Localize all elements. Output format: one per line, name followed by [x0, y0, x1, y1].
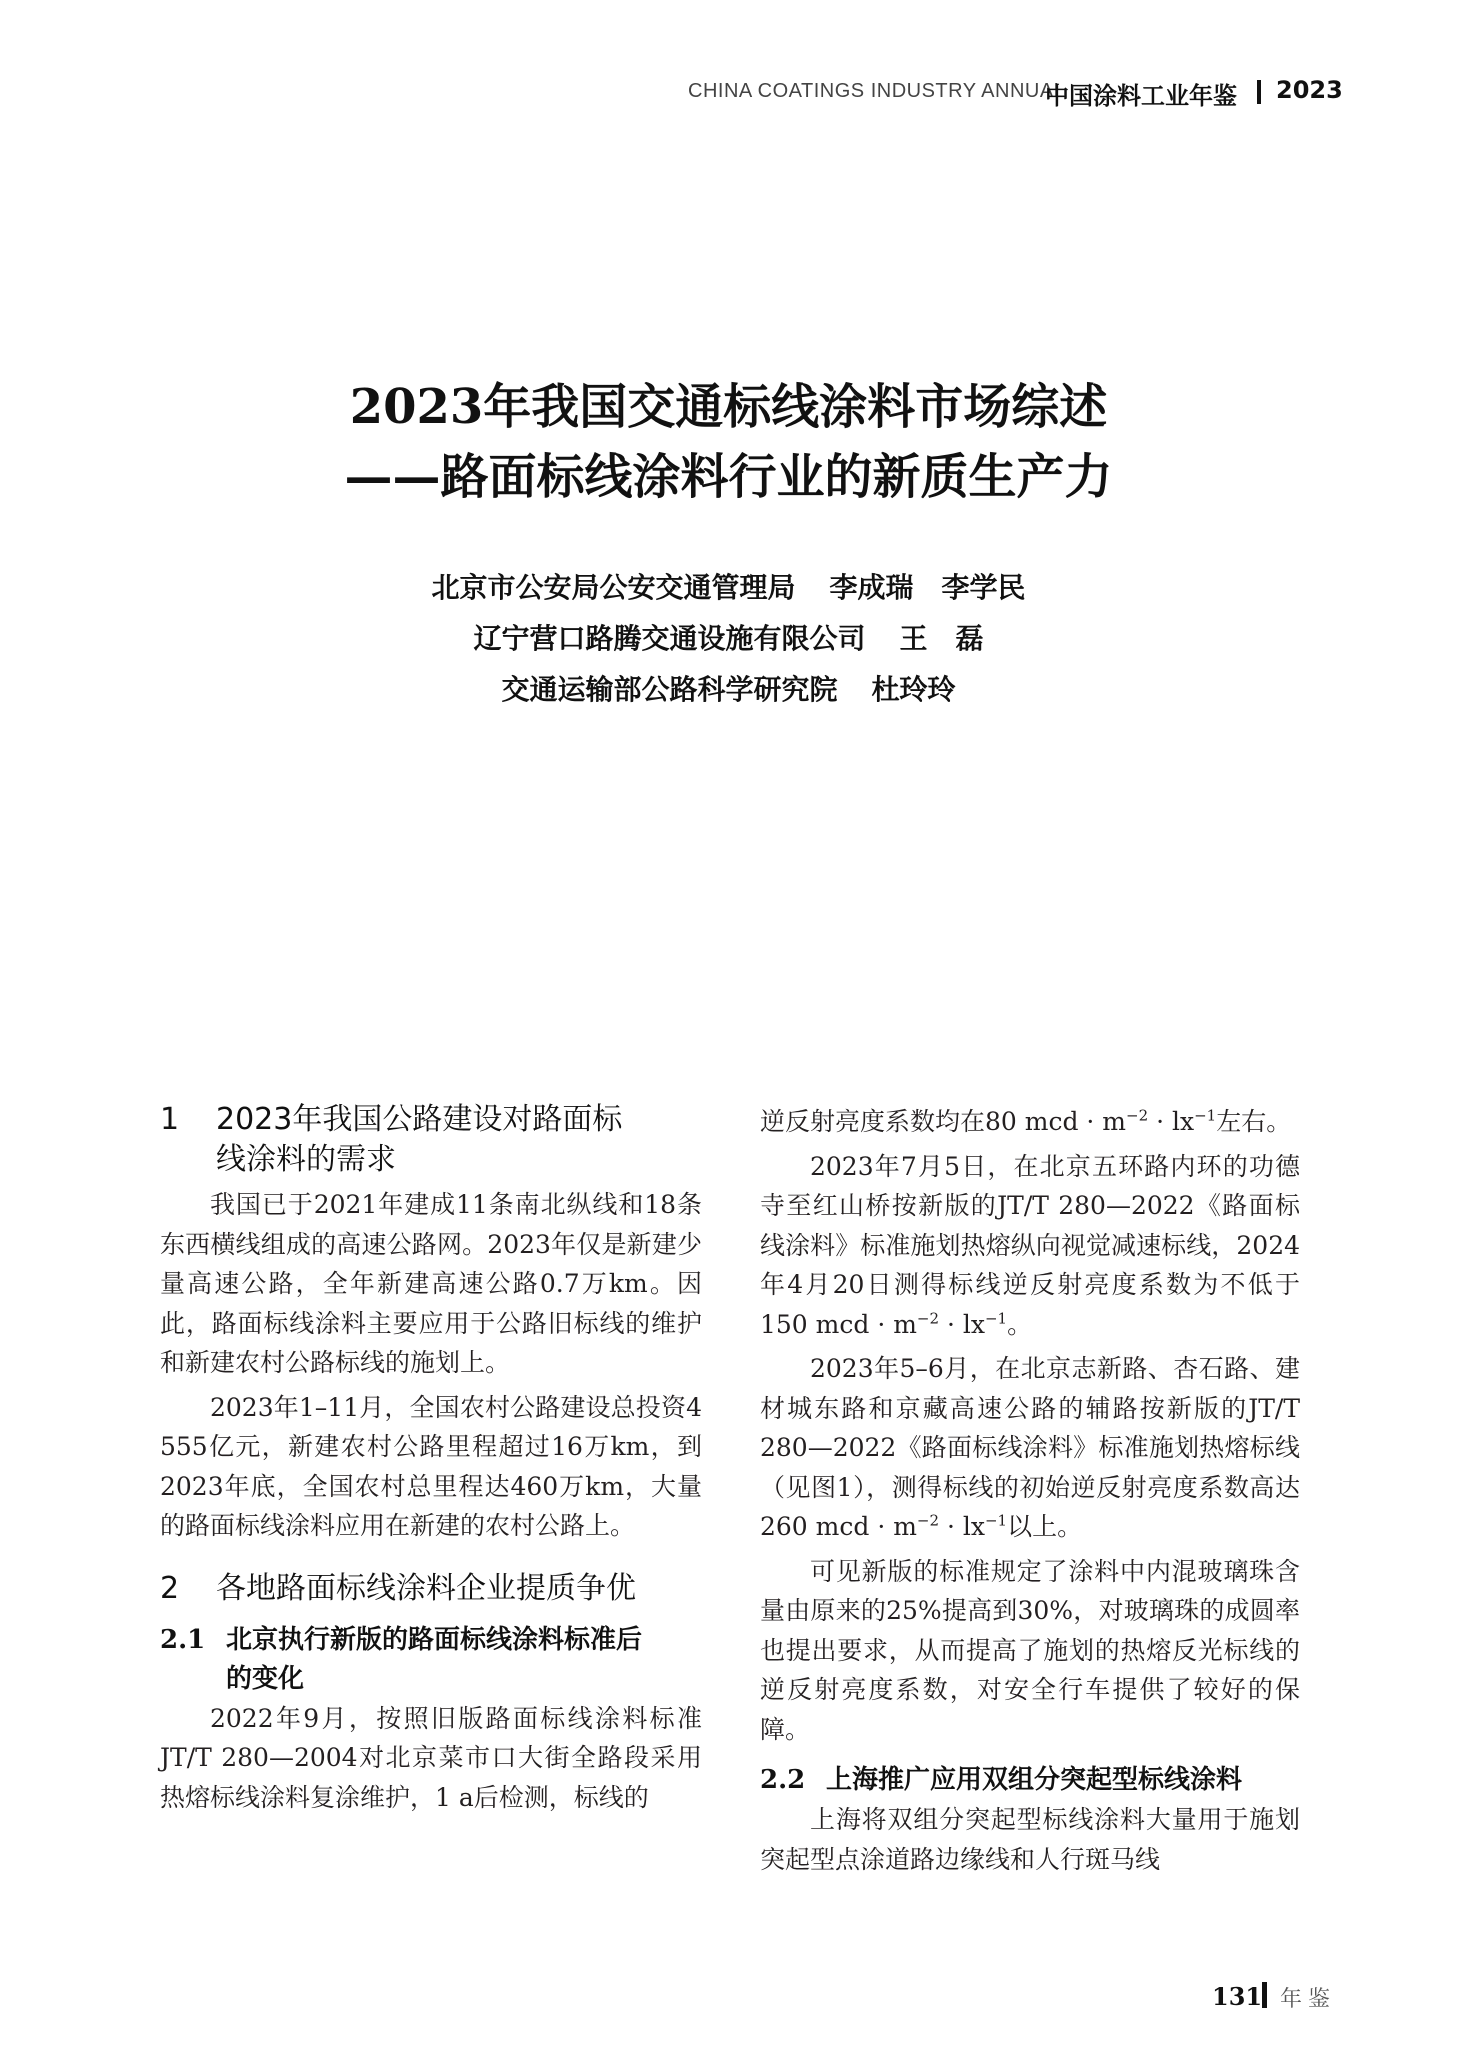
paragraph: 2023年5–6月，在北京志新路、杏石路、建材城东路和京藏高速公路的辅路按新版的JT/T 280—2022《路面标线涂料》标准施划热熔标线（见图1），测得标线的初始逆反射亮度系数高达260 mcd · $m^{-2} \cdot lx^{-1}$以上。	[760, 1354, 1300, 1541]
paragraph: 我国已于2021年建成11条南北纵线和18条东西横线组成的高速公路网。2023年仅是新建少量高速公路，全年新建高速公路0.7万km。因此，路面标线涂料主要应用于公路旧标线的维护和新建农村公路标线的施划上。	[160, 1190, 702, 1377]
section-number: 2	[160, 1570, 180, 1606]
section-number: 2.2	[760, 1765, 806, 1795]
page-number: 131	[1212, 1982, 1263, 2011]
heading-line: 线涂料的需求	[216, 1142, 396, 1177]
section-number: 2.1	[160, 1624, 206, 1655]
section-number: 1	[160, 1102, 180, 1137]
section-2-heading	[160, 1569, 702, 1609]
author-names: 李成瑞 李学民	[829, 571, 1026, 604]
right-column	[760, 1102, 1300, 1879]
author-line-2	[0, 617, 1457, 657]
heading-line: 上海推广应用双组分突起型标线涂料	[826, 1765, 1243, 1795]
author-line-1	[0, 566, 1457, 606]
article-subtitle: ——路面标线涂料行业的新质生产力	[344, 449, 1113, 505]
paragraph: 2023年7月5日，在北京五环路内环的功德寺至红山桥按新版的JT/T 280—2022《路面标线涂料》标准施划热熔纵向视觉减速标线，2024年4月20日测得标线逆反射亮度系数为不低于150 mcd · $m^{-2} \cdot lx^{-1}$。	[760, 1151, 1300, 1339]
section-2-2-heading	[760, 1761, 1300, 1800]
paragraph: 可见新版的标准规定了涂料中内混玻璃珠含量由原来的25%提高到30%，对玻璃珠的成圆率也提出要求，从而提高了施划的热熔反光标线的逆反射亮度系数，对安全行车提供了较好的保障。	[760, 1556, 1300, 1744]
author-names: 杜玲玲	[871, 673, 956, 706]
header-chinese-title: 中国涂料工业年鉴	[1045, 82, 1237, 110]
header-year: 2023	[1276, 76, 1343, 104]
header-divider	[1257, 80, 1261, 104]
header-english-title: CHINA COATINGS INDUSTRY ANNUAL	[688, 80, 1066, 102]
author-line-3	[0, 668, 1457, 708]
section-1-heading	[160, 1100, 702, 1180]
paragraph-continuation: 逆反射亮度系数均在80 mcd · $m^{-2} \cdot lx^{-1}$左右。	[760, 1106, 1292, 1136]
author-org: 辽宁营口路腾交通设施有限公司	[473, 622, 866, 655]
section-2-1-heading	[160, 1621, 702, 1699]
footer-label: 年鉴	[1280, 1987, 1337, 2012]
paragraph: 2023年1–11月，全国农村公路建设总投资4 555亿元，新建农村公路里程超过16万km，到2023年底，全国农村总里程达460万km，大量的路面标线涂料应用在新建的农村公路上。	[160, 1392, 702, 1540]
footer-divider	[1262, 1982, 1267, 2008]
heading-line: 各地路面标线涂料企业提质争优	[216, 1570, 636, 1606]
author-org: 交通运输部公路科学研究院	[501, 673, 838, 706]
author-org: 北京市公安局公安交通管理局	[431, 571, 796, 604]
paragraph: 上海将双组分突起型标线涂料大量用于施划突起型点涂道路边缘线和人行斑马线	[760, 1805, 1300, 1874]
article-title: 2023年我国交通标线涂料市场综述	[349, 379, 1108, 435]
left-column	[160, 1100, 702, 1817]
heading-line: 2023年我国公路建设对路面标	[216, 1102, 623, 1137]
author-names: 王 磊	[899, 622, 984, 655]
heading-line: 的变化	[226, 1663, 305, 1694]
heading-line: 北京执行新版的路面标线涂料标准后	[226, 1624, 643, 1655]
paragraph: 2022年9月，按照旧版路面标线涂料标准JT/T 280—2004对北京菜市口大街全路段采用热熔标线涂料复涂维护，1 a后检测，标线的	[160, 1703, 702, 1812]
